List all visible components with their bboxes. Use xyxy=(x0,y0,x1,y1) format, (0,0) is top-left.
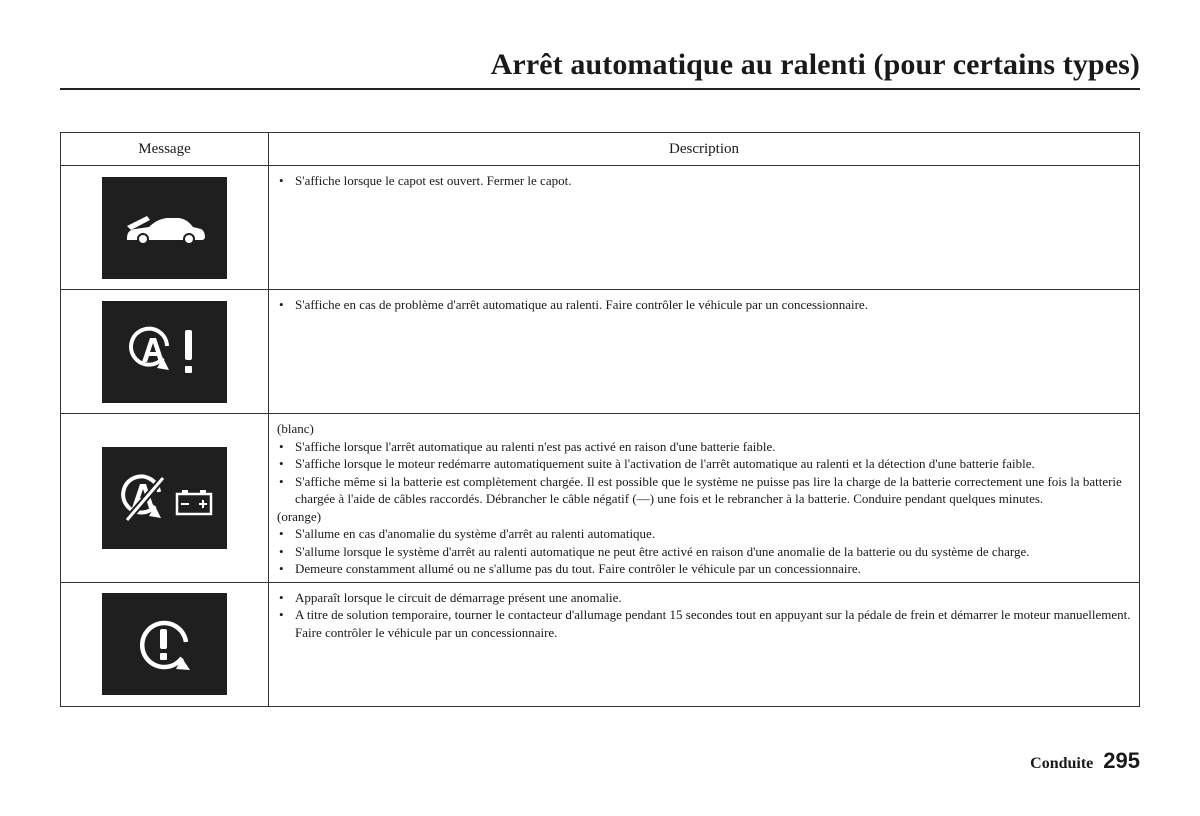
list-item: • S'affiche lorsque le capot est ouvert. Fermer le capot. xyxy=(277,172,1131,190)
table-row xyxy=(61,290,1140,414)
page-number: 295 xyxy=(1103,748,1140,773)
color-label-white: (blanc) xyxy=(277,421,314,436)
message-cell xyxy=(61,290,269,414)
description-cell xyxy=(269,166,1140,290)
hood-open-car-icon xyxy=(102,177,227,279)
list-item: • S'affiche lorsque le moteur redémarre automatiquement suite à l'activation de l'arrêt automatique au ralenti et la détection d'une batterie faible. xyxy=(277,455,1131,473)
message-cell xyxy=(61,582,269,706)
column-header-description: Description xyxy=(269,133,1140,166)
message-table xyxy=(60,132,1140,707)
page-footer xyxy=(1030,748,1140,774)
list-item: • S'affiche lorsque l'arrêt automatique au ralenti n'est pas activé en raison d'une batterie faible. xyxy=(277,438,1131,456)
message-cell xyxy=(61,166,269,290)
list-item: • Demeure constamment allumé ou ne s'allume pas du tout. Faire contrôler le véhicule par un concessionnaire. xyxy=(277,560,1131,578)
description-cell xyxy=(269,290,1140,414)
list-item: • A titre de solution temporaire, tourner le contacteur d'allumage pendant 15 secondes tout en appuyant sur la pédale de frein et démarrer le moteur manuellement. Faire contrôler le véhicule par un concessionnaire. xyxy=(277,606,1131,641)
title-rule xyxy=(60,88,1140,90)
table-header-row xyxy=(61,133,1140,166)
table-row xyxy=(61,166,1140,290)
list-item: • Apparaît lorsque le circuit de démarrage présent une anomalie. xyxy=(277,589,1131,607)
color-label-orange: (orange) xyxy=(277,508,322,524)
description-cell xyxy=(269,582,1140,706)
description-cell xyxy=(269,414,1140,583)
table-row xyxy=(61,582,1140,706)
table-row xyxy=(61,414,1140,583)
column-header-message: Message xyxy=(61,133,269,166)
starting-circuit-warning-icon xyxy=(102,593,227,695)
auto-idle-stop-warning-icon xyxy=(102,301,227,403)
auto-idle-stop-off-battery-icon xyxy=(102,447,227,549)
section-name: Conduite xyxy=(1030,755,1094,772)
message-cell xyxy=(61,414,269,583)
list-item: • S'affiche en cas de problème d'arrêt automatique au ralenti. Faire contrôler le véhicule par un concessionnaire. xyxy=(277,296,1131,314)
list-item: • S'affiche même si la batterie est complètement chargée. Il est possible que le système ne puisse pas lire la charge de la batterie correctement une fois la batterie chargée à l'aide de câbles raccordés. Débrancher le câble négatif (—) une fois et le rebrancher à la batterie. Conduire pendant quelques minutes. xyxy=(277,473,1131,508)
list-item: • S'allume en cas d'anomalie du système d'arrêt au ralenti automatique. xyxy=(277,525,1131,543)
list-item: • S'allume lorsque le système d'arrêt au ralenti automatique ne peut être activé en raison d'une anomalie de la batterie ou du système de charge. xyxy=(277,543,1131,561)
page-title: Arrêt automatique au ralenti (pour certains types) xyxy=(490,48,1140,81)
